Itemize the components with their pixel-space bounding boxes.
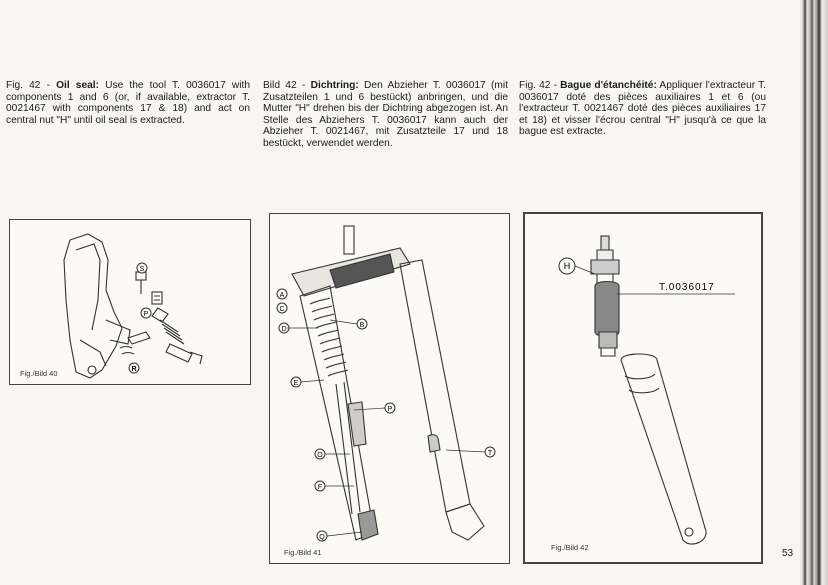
section-title: Oil seal: — [56, 80, 100, 91]
page-number: 53 — [782, 548, 794, 559]
figure-41 — [269, 213, 510, 564]
book-spine — [800, 0, 828, 585]
section-title: Dichtring: — [310, 80, 359, 91]
label-d: D — [281, 326, 287, 333]
figure-caption: Fig./Bild 40 — [20, 369, 58, 378]
label-t: T — [487, 450, 493, 457]
label-o: O — [317, 452, 323, 459]
label-e: E — [293, 380, 299, 387]
caption-prefix: Bild 42 - — [263, 80, 311, 91]
label-f: F — [317, 484, 323, 491]
extractor-tool-drawing — [525, 214, 761, 562]
label-a: A — [279, 292, 285, 299]
caption-prefix: Fig. 42 - — [6, 80, 57, 91]
column-german — [263, 80, 508, 150]
body-text: Den Abzieher T. 0036017 (mit Zusatzteilen 1 und 6 bestückt) anbringen, und die Mutter "H" drehen bis der Dichtring abgezogen ist. An Stelle des Abziehers T. 0036017 kann auch der Abzieher T. 0021467, mit Zusatzteile 17 und 18 bestückt, verwendet werden. — [263, 80, 508, 149]
figure-caption: Fig./Bild 42 — [551, 543, 589, 552]
figure-40 — [9, 219, 251, 385]
label-s: S — [139, 266, 145, 273]
fork-cutaway-drawing — [270, 214, 511, 565]
label-p: P — [143, 311, 149, 318]
label-c: C — [279, 306, 285, 313]
column-english — [6, 80, 250, 126]
column-french — [519, 80, 766, 138]
caption-prefix: Fig. 42 - — [519, 80, 561, 91]
label-r: R — [131, 366, 137, 373]
body-text: Use the tool T. 0036017 with components 1 and 6 (or, if available, extractor T. 0021467 with components 17 & 18) and act on central nut "H" until oil seal is extracted. — [6, 80, 251, 126]
body-text: Appliquer l'extracteur T. 0036017 doté des pièces auxiliaires 1 et 6 (ou l'extracteur T. 0021467 doté des pièces auxiliaires 17 et 18) et visser l'écrou central "H" jusqu'à ce que la bague est extracte. — [519, 80, 767, 138]
label-tool-number: T.0036017 — [659, 282, 715, 293]
label-p: P — [387, 406, 393, 413]
label-h: H — [563, 261, 571, 271]
section-title: Bague d'étanchéité: — [560, 80, 657, 91]
figure-caption: Fig./Bild 41 — [284, 548, 322, 557]
figure-42 — [523, 212, 763, 564]
label-b: B — [359, 322, 365, 329]
label-q: Q — [319, 534, 325, 541]
fork-assembly-drawing — [10, 220, 252, 386]
